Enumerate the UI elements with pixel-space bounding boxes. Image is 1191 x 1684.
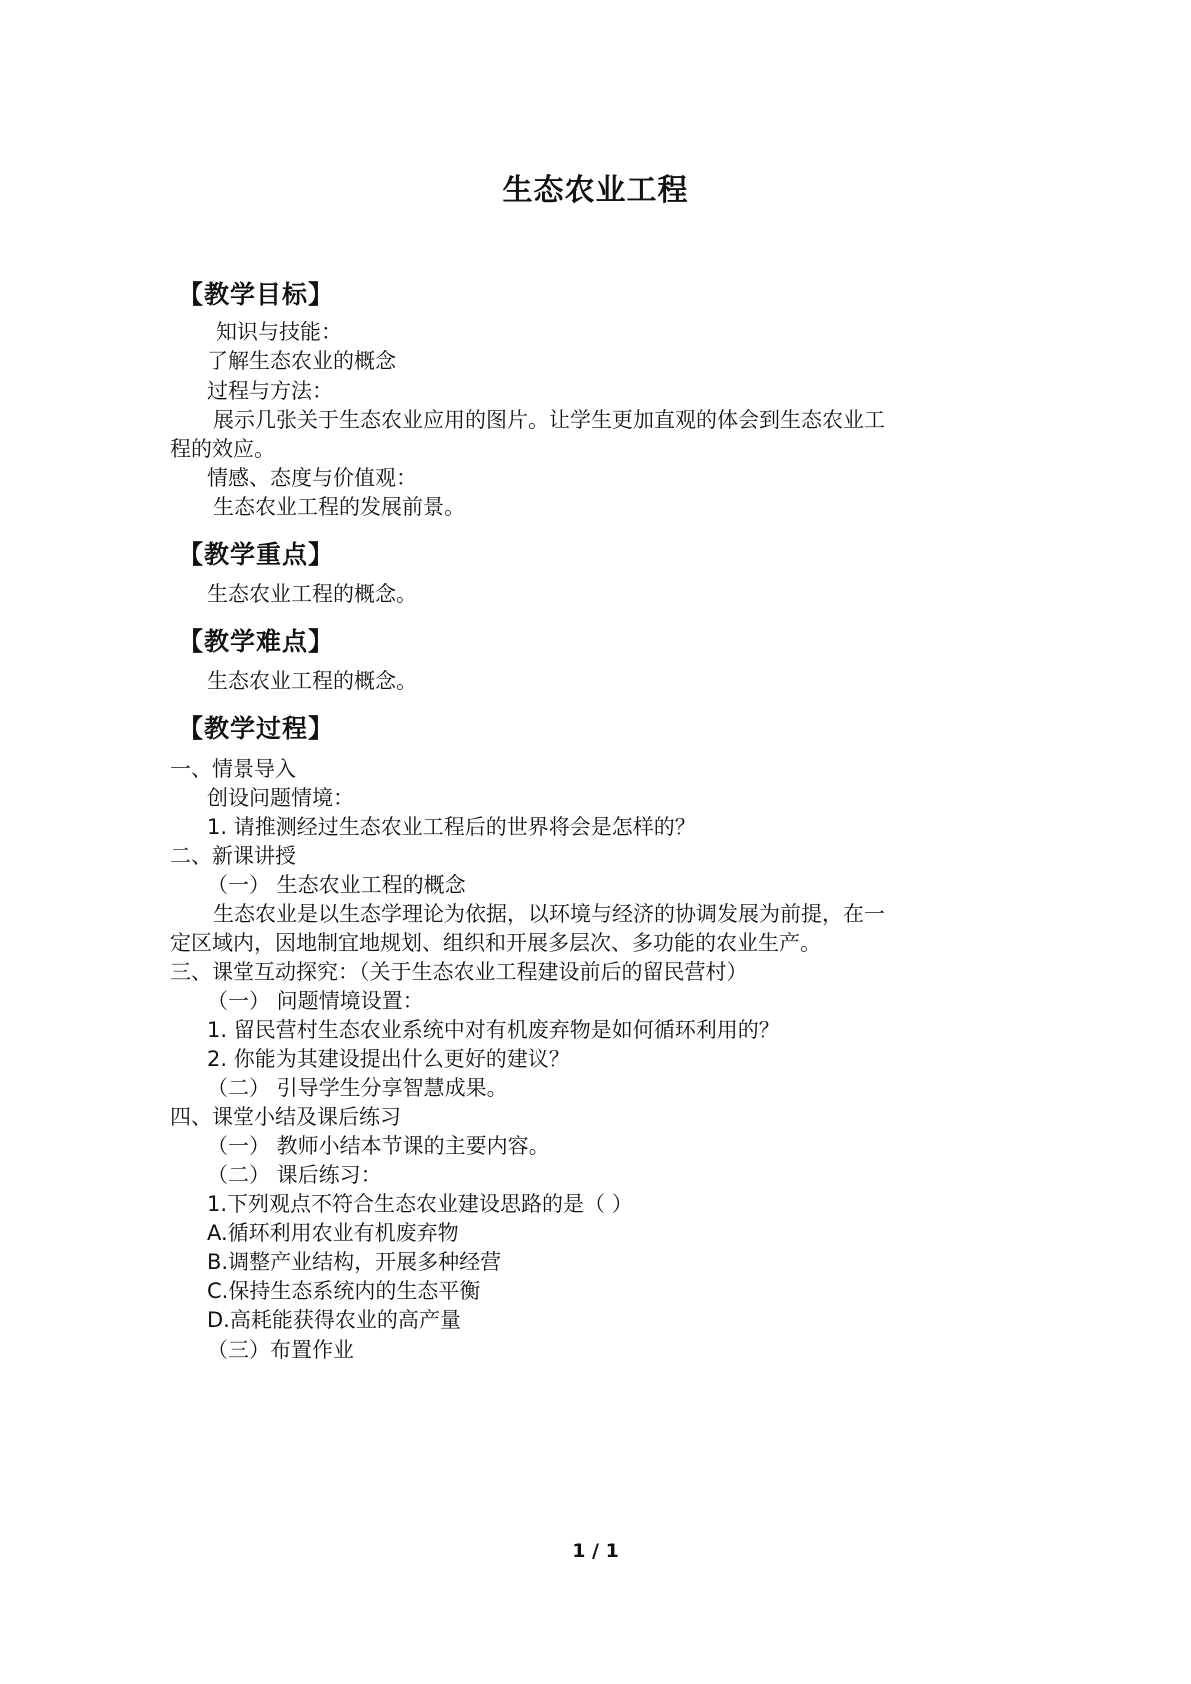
section-1-title: 一、情景导入 [170, 757, 296, 781]
exercise-option-a: A.循环利用农业有机废弃物 [207, 1221, 459, 1245]
section-3-question-2: 2. 你能为其建设提出什么更好的建议？ [207, 1047, 570, 1071]
exercise-option-c: C.保持生态系统内的生态平衡 [207, 1279, 481, 1303]
knowledge-label: 知识与技能： [216, 320, 342, 344]
exercise-question: 1.下列观点不符合生态农业建设思路的是（ ） [207, 1192, 633, 1216]
section-1-question-1: 1. 请推测经过生态农业工程后的世界将会是怎样的？ [207, 815, 696, 839]
section-3-question-1: 1. 留民营村生态农业系统中对有机废弃物是如何循环利用的？ [207, 1018, 780, 1042]
section-2-sub-1: （一） 生态农业工程的概念 [207, 873, 466, 897]
section-4-title: 四、课堂小结及课后练习 [170, 1105, 401, 1129]
document-title: 生态农业工程 [502, 173, 689, 208]
section-4-sub-3: （三）布置作业 [207, 1338, 354, 1362]
heading-process: 【教学过程】 [178, 714, 335, 743]
emotion-text: 生态农业工程的发展前景。 [213, 495, 465, 519]
method-text-line1: 展示几张关于生态农业应用的图片。让学生更加直观的体会到生态农业工 [213, 408, 885, 432]
section-2-paragraph-line2: 定区域内，因地制宜地规划、组织和开展多层次、多功能的农业生产。 [170, 931, 821, 955]
emotion-label: 情感、态度与价值观： [207, 466, 417, 490]
section-3-sub-2: （二） 引导学生分享智慧成果。 [207, 1076, 508, 1100]
section-4-sub-1: （一） 教师小结本节课的主要内容。 [207, 1134, 550, 1158]
heading-key-points: 【教学重点】 [178, 540, 335, 569]
section-3-sub-1: （一） 问题情境设置： [207, 989, 424, 1013]
method-label: 过程与方法： [207, 379, 333, 403]
knowledge-text: 了解生态农业的概念 [207, 349, 396, 373]
key-points-text: 生态农业工程的概念。 [207, 582, 417, 606]
exercise-option-b: B.调整产业结构，开展多种经营 [207, 1250, 502, 1274]
section-3-title: 三、课堂互动探究：（关于生态农业工程建设前后的留民营村） [170, 960, 748, 984]
section-2-title: 二、新课讲授 [170, 844, 296, 868]
exercise-option-d: D.高耗能获得农业的高产量 [207, 1308, 461, 1332]
heading-objectives: 【教学目标】 [178, 280, 335, 309]
page-number: 1 / 1 [572, 1540, 619, 1562]
section-4-sub-2: （二） 课后练习： [207, 1163, 382, 1187]
method-text-line2: 程的效应。 [170, 437, 275, 461]
difficulties-text: 生态农业工程的概念。 [207, 669, 417, 693]
section-1-subtitle: 创设问题情境： [207, 786, 354, 810]
section-2-paragraph-line1: 生态农业是以生态学理论为依据，以环境与经济的协调发展为前提，在一 [213, 902, 885, 926]
heading-difficulties: 【教学难点】 [178, 627, 335, 656]
